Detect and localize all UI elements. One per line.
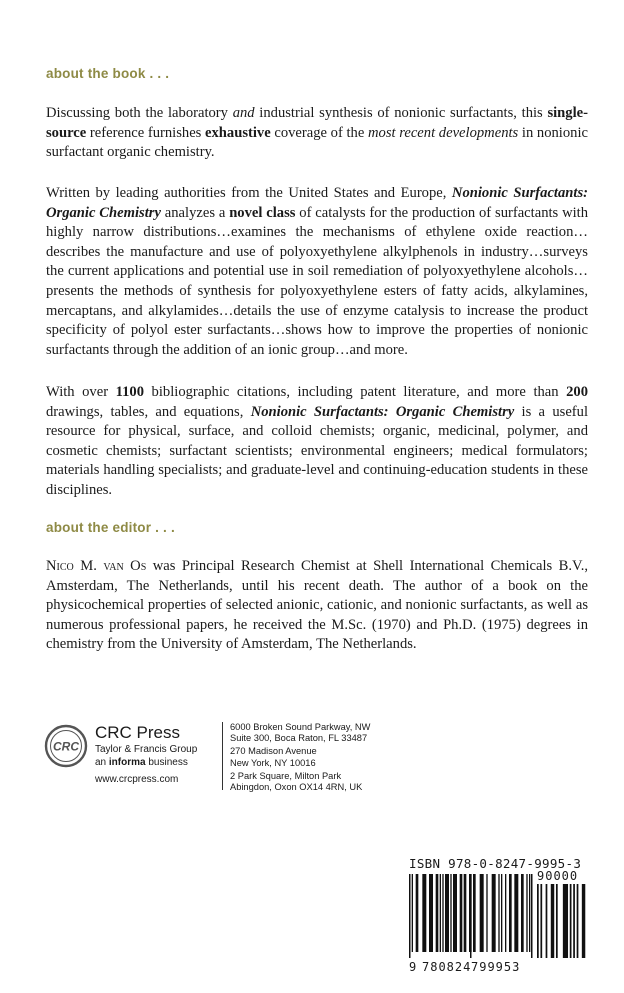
isbn-label: ISBN 978-0-8247-9995-3	[409, 856, 582, 871]
about-book-paragraph-2: Written by leading authorities from the United States and Europe, Nonionic Surfactants: Organic Chemistry analyzes a novel class of catalysts for the production of surfactants with highly narrow distributions…examines the mechanisms of ethylene oxide reaction…describes the manufacture and use of polyoxyethylene alkylphenols in industry…surveys the current applications and potential use in soil remediation of polyoxyethylene alcohols…presents the methods of synthesis for polyoxyethylene esters of fatty acids, alkylamines, mercaptans, and alkylamides…details the use of enzyme catalysis to increase the product specificity of polyol ester surfactants…shows how to improve the properties of nonionic surfactants through the addition of an ionic group…and more.	[46, 185, 589, 358]
barcode-bar	[570, 884, 572, 958]
publisher-block	[95, 723, 197, 787]
barcode-bar	[526, 874, 527, 952]
barcode-bar	[498, 874, 499, 952]
barcode-bar	[514, 874, 518, 952]
barcode-bar	[464, 874, 467, 952]
barcode-bar	[540, 884, 542, 958]
barcode-bar	[442, 874, 443, 952]
address-abingdon: 2 Park Square, Milton Park Abingdon, Oxon OX14 4RN, UK	[230, 770, 363, 793]
barcode-bar	[556, 884, 558, 958]
publisher-addresses	[230, 722, 370, 795]
barcode-bar	[412, 874, 413, 952]
barcode-bar	[521, 874, 524, 952]
about-book-paragraph-1: Discussing both the laboratory and industrial synthesis of nonionic surfactants, this single-source reference furnishes exhaustive coverage of the most recent developments in nonionic surfactant organic chemistry.	[46, 105, 588, 161]
address-new-york: 270 Madison Avenue New York, NY 10016	[230, 746, 317, 768]
about-editor-heading: about the editor . . .	[46, 520, 175, 535]
barcode-bar	[551, 884, 554, 958]
publisher-business: an informa business	[95, 757, 188, 768]
barcode-bar	[501, 874, 502, 952]
barcode-bar	[486, 874, 487, 952]
price-addon-number: 90000	[537, 869, 579, 883]
barcode-bar	[445, 874, 449, 952]
about-book-heading: about the book . . .	[46, 66, 170, 81]
barcode-bar	[429, 874, 433, 952]
barcode-bar	[509, 874, 512, 952]
barcode-guard-bar	[531, 874, 533, 958]
address-boca-raton: 6000 Broken Sound Parkway, NW Suite 300, Boca Raton, FL 33487	[230, 722, 371, 744]
barcode-bar	[436, 874, 439, 952]
barcode-bar	[416, 874, 419, 952]
barcode-guard-bar	[409, 874, 411, 958]
logo-text: CRC	[53, 739, 79, 754]
publisher-url[interactable]: www.crcpress.com	[95, 774, 179, 785]
barcode-bar	[460, 874, 463, 952]
barcode-bar	[422, 874, 426, 952]
barcode-bar	[573, 884, 575, 958]
publisher-group: Taylor & Francis Group	[95, 744, 198, 755]
ean-barcode	[409, 874, 533, 958]
barcode-bar	[453, 874, 457, 952]
barcode-bar	[582, 884, 585, 958]
barcode-bar	[450, 874, 451, 952]
barcode-bar	[537, 884, 539, 958]
barcode-bar	[480, 874, 484, 952]
barcode-bar	[563, 884, 568, 958]
about-editor-paragraph: Nico M. van Os was Principal Research Chemist at Shell International Chemicals B.V., Amsterdam, The Netherlands, until his recent death. The author of a book on the physicochemical properties of selected anionic, cationic, and nonionic surfactants, as well as numerous professional papers, he received the M.Sc. (1970) and Ph.D. (1975) degrees in chemistry from the University of Amsterdam, The Netherlands.	[46, 558, 588, 653]
barcode-guard-bar	[470, 874, 472, 958]
barcode-bar	[473, 874, 476, 952]
barcode-bar	[577, 884, 579, 958]
barcode-bar	[546, 884, 548, 958]
barcode-bar	[492, 874, 496, 952]
addon-barcode	[537, 884, 587, 958]
about-book-paragraph-3: With over 1100 bibliographic citations, including patent literature, and more than 200 drawings, tables, and equations, Nonionic Surfactants: Organic Chemistry is a useful resource for physical, surface, and colloid chemists; organic, medicinal, polymer, and cosmetic chemists; surfactant scientists; environmental engineers; medical formulators; materials handling specialists; and graduate-level and continuing-education students in these disciplines.	[46, 384, 589, 498]
publisher-divider	[222, 722, 223, 790]
crc-press-logo	[44, 724, 88, 768]
barcode-bar	[529, 874, 530, 952]
publisher-name: CRC Press	[95, 723, 181, 742]
barcode-bar	[440, 874, 441, 952]
barcode-bar	[505, 874, 506, 952]
